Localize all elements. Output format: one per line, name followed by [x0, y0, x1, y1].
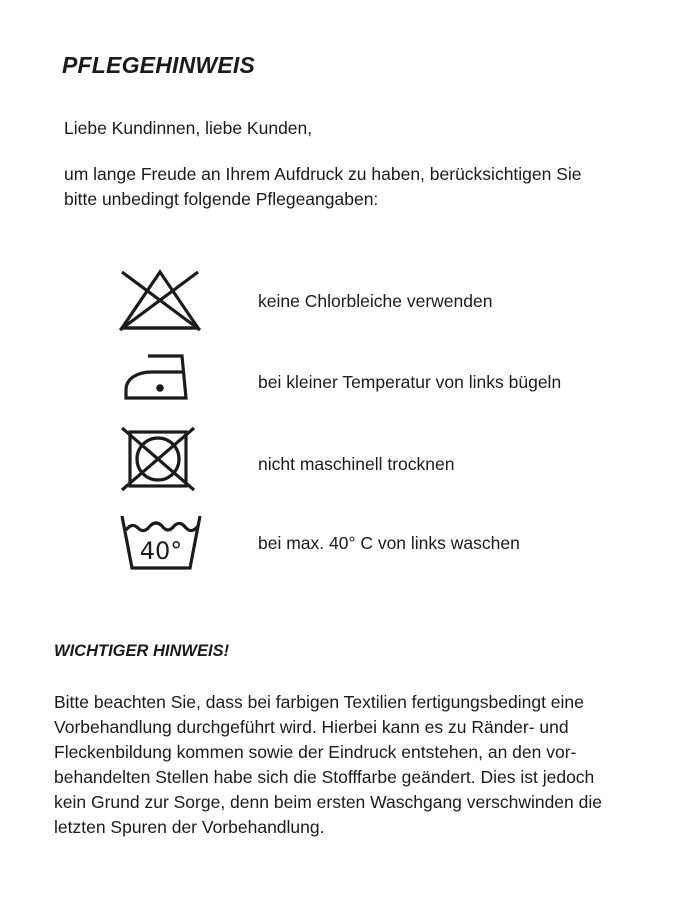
intro-line: um lange Freude an Ihrem Aufdruck zu haben, berücksichtigen Sie [64, 164, 582, 184]
iron-low-temperature-icon [122, 350, 192, 406]
care-label-iron: bei kleiner Temperatur von links bügeln [258, 372, 562, 392]
wash-temperature: 40° [139, 537, 183, 565]
no-bleach-icon [116, 268, 204, 332]
wash-40-icon [118, 512, 204, 572]
care-label-no-dryer: nicht maschinell trocknen [258, 454, 455, 474]
intro-line: bitte unbedingt folgende Pflegeangaben: [64, 189, 379, 209]
care-label-wash: bei max. 40° C von links waschen [258, 533, 520, 553]
notice-line: Bitte beachten Sie, dass bei farbigen Textilien fertigungsbedingt eine [54, 692, 584, 712]
notice-line: Vorbehandlung durchgeführt wird. Hierbei kann es zu Ränder- und [54, 717, 569, 737]
notice-title: WICHTIGER HINWEIS! [54, 642, 230, 660]
notice-line: Fleckenbildung kommen sowie der Eindruck entstehen, an den vor- [54, 742, 577, 762]
notice-paragraph [54, 690, 674, 840]
intro-paragraph [64, 162, 664, 212]
page-title: PFLEGEHINWEIS [62, 52, 256, 78]
notice-line: letzten Spuren der Vorbehandlung. [54, 817, 325, 837]
notice-line: behandelten Stellen habe sich die Stofffarbe geändert. Dies ist jedoch [54, 767, 595, 787]
notice-line: kein Grund zur Sorge, denn beim ersten Waschgang verschwinden die [54, 792, 602, 812]
greeting: Liebe Kundinnen, liebe Kunden, [64, 118, 313, 138]
no-tumble-dry-icon [118, 424, 198, 492]
care-label-no-bleach: keine Chlorbleiche verwenden [258, 291, 493, 311]
